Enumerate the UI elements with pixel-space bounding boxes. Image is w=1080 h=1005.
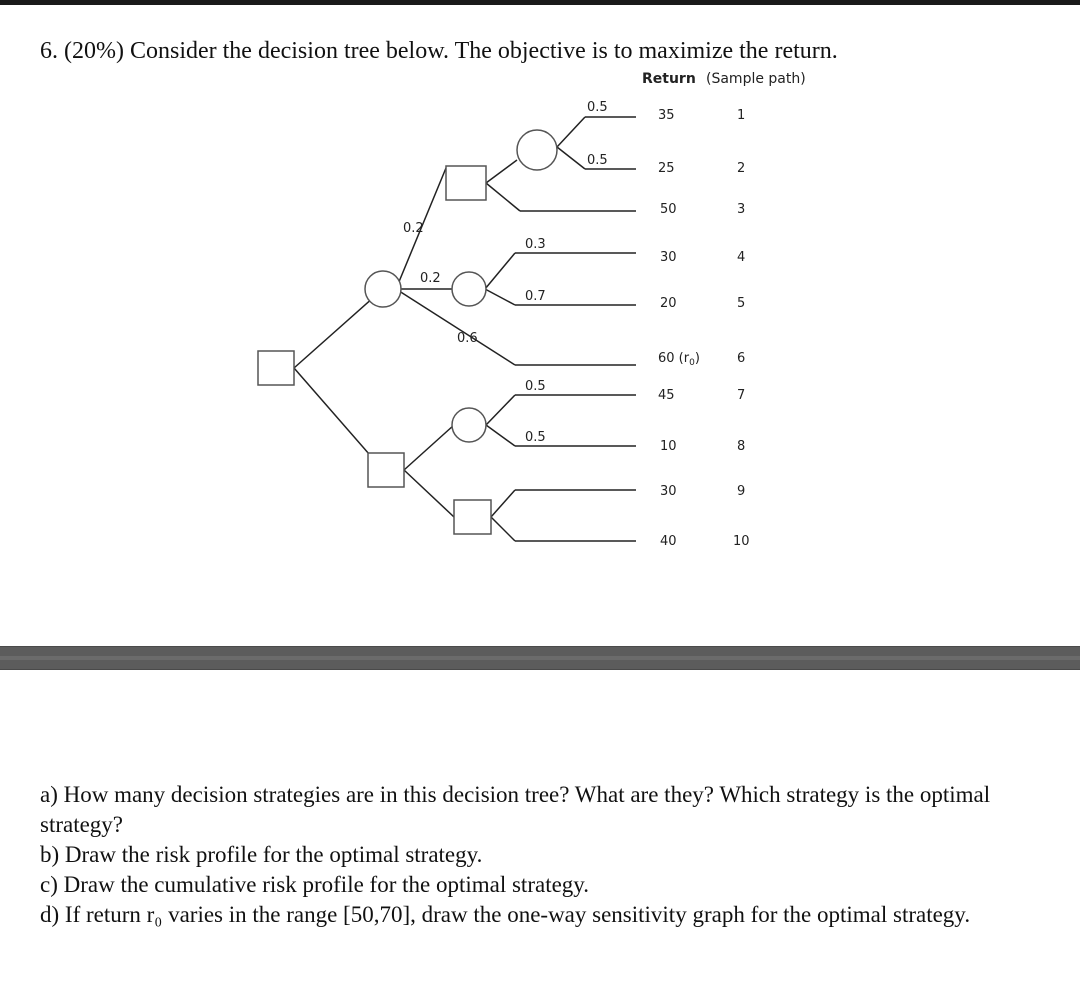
- return-value: 25: [658, 161, 675, 176]
- prob-label: 0.2: [403, 221, 424, 236]
- return-value: 45: [658, 388, 675, 403]
- prob-label: 0.7: [525, 289, 546, 304]
- prob-label: 0.5: [587, 100, 608, 115]
- header-sample-path: (Sample path): [706, 71, 806, 87]
- chance-node-d: [517, 130, 557, 170]
- edge-decision-c-chance-d: [486, 160, 517, 183]
- edge-decision-g-outcome-9: [491, 490, 515, 517]
- return-value: 40: [660, 534, 677, 549]
- edge-chance-f-outcome-7: [486, 395, 515, 425]
- decision-node-c: [446, 166, 486, 200]
- path-number: 6: [737, 351, 746, 366]
- question-part-c: c) Draw the cumulative risk profile for the optimal strategy.: [40, 872, 590, 897]
- return-value-r0: [658, 351, 700, 368]
- question-parts: [40, 780, 1040, 930]
- question-part-a: a) How many decision strategies are in this decision tree? What are they? Which strategy is the optimal strategy?: [40, 782, 991, 837]
- path-number: 4: [737, 250, 746, 265]
- decision-node-g: [454, 500, 491, 534]
- question-part-d: d) If return r₀ varies in the range [50,70], draw the one-way sensitivity graph for the optimal strategy.: [40, 902, 971, 927]
- return-value: 35: [658, 108, 675, 123]
- root-decision-node: [258, 351, 294, 385]
- edge-decision-b-decision-g: [404, 470, 454, 517]
- return-value: 50: [660, 202, 677, 217]
- edge-decision-b-chance-f: [404, 425, 454, 470]
- return-value: 30: [660, 484, 677, 499]
- question-part-b: b) Draw the risk profile for the optimal strategy.: [40, 842, 483, 867]
- path-number: 10: [733, 534, 750, 549]
- decision-node-b: [368, 453, 404, 487]
- question-heading: 6. (20%) Consider the decision tree below. The objective is to maximize the return.: [40, 38, 838, 64]
- chance-node-f: [452, 408, 486, 442]
- path-number: 3: [737, 202, 746, 217]
- edge-decision-c-outcome-3: [486, 183, 520, 211]
- return-value-r0-sub: 0: [689, 358, 695, 368]
- divider-bar: [0, 646, 1080, 670]
- path-number: 5: [737, 296, 746, 311]
- prob-label: 0.6: [457, 331, 478, 346]
- return-value-r0-base: 60 (r: [658, 351, 690, 366]
- prob-label: 0.5: [587, 153, 608, 168]
- edge-chance-d-outcome-1: [557, 117, 585, 147]
- return-value: 10: [660, 439, 677, 454]
- prob-label: 0.2: [420, 271, 441, 286]
- branch-labels: [403, 100, 608, 445]
- chance-node-a: [365, 271, 401, 307]
- edge-chance-d-outcome-2: [557, 147, 585, 169]
- path-number: 2: [737, 161, 746, 176]
- return-value: 30: [660, 250, 677, 265]
- chance-node-e: [452, 272, 486, 306]
- prob-label: 0.3: [525, 237, 546, 252]
- prob-label: 0.5: [525, 379, 546, 394]
- path-number: 1: [737, 108, 746, 123]
- edge-chance-e-outcome-5: [485, 289, 515, 305]
- edge-chance-e-outcome-4: [485, 253, 515, 289]
- path-number: 8: [737, 439, 746, 454]
- return-column: [658, 108, 700, 549]
- sample-path-column: [733, 108, 750, 549]
- edge-decision-g-outcome-10: [491, 517, 515, 541]
- return-value: 20: [660, 296, 677, 311]
- edge-chance-f-outcome-8: [486, 425, 515, 446]
- path-number: 9: [737, 484, 746, 499]
- header-return: Return: [642, 71, 696, 87]
- return-value-r0-close: ): [694, 351, 700, 366]
- path-number: 7: [737, 388, 746, 403]
- prob-label: 0.5: [525, 430, 546, 445]
